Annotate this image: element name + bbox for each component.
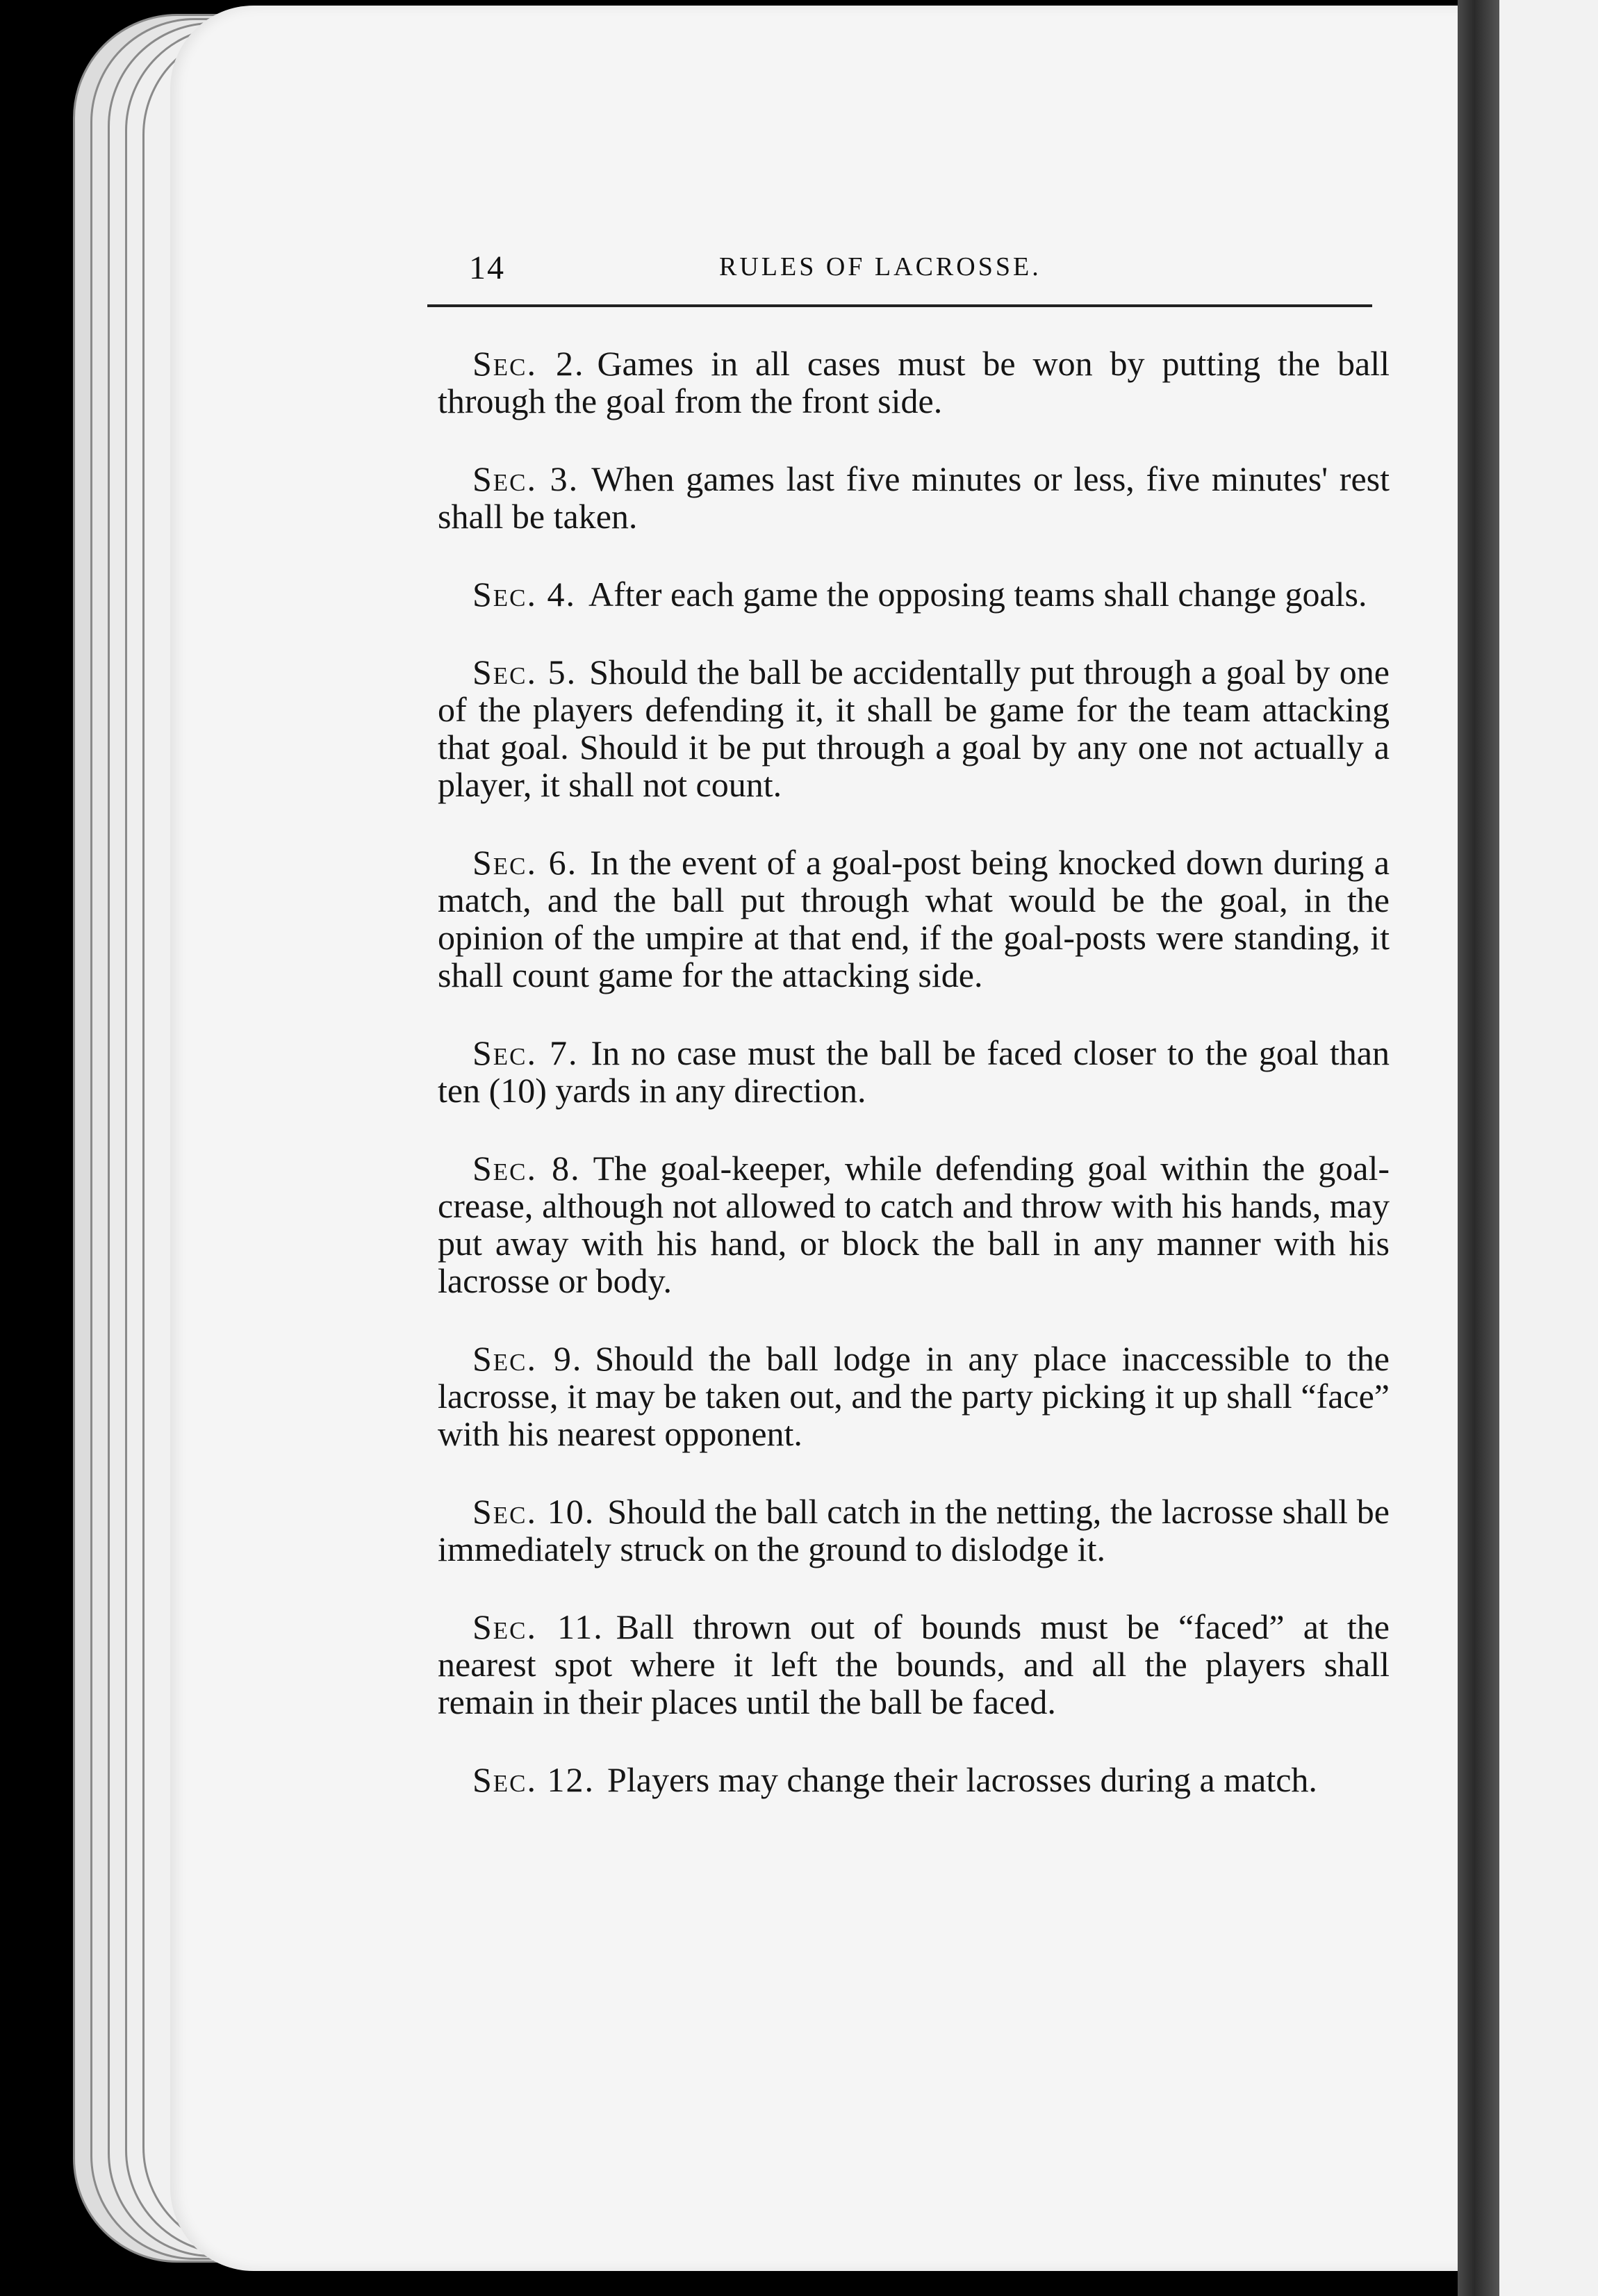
section xyxy=(438,575,1390,613)
section-text: Should the ball be accidentally put through a goal by one of the players defending it, it shall be game for the team attacking that goal. Should it be put through a goal by any one not actually a player, it shall not count. xyxy=(438,653,1390,804)
section-label: Sec. 6. xyxy=(472,843,578,882)
header-rule xyxy=(427,304,1372,307)
section-text: In no case must the ball be faced closer to the goal than ten (10) yards in any direction. xyxy=(438,1033,1390,1110)
section-label: Sec. 5. xyxy=(472,653,577,691)
section xyxy=(438,1493,1390,1568)
facing-page xyxy=(1499,0,1598,2296)
section-text: Games in all cases must be won by putting the ball through the goal from the front side. xyxy=(438,344,1390,420)
section-text: Should the ball lodge in any place inaccessible to the lacrosse, it may be taken out, and the party picking it up shall “face” with his nearest opponent. xyxy=(438,1339,1390,1453)
section-label: Sec. 8. xyxy=(472,1149,581,1188)
section-text: After each game the opposing teams shall change goals. xyxy=(588,575,1367,614)
section xyxy=(438,1608,1390,1721)
section xyxy=(438,653,1390,803)
section xyxy=(438,1034,1390,1109)
section-text: When games last five minutes or less, five minutes' rest shall be taken. xyxy=(438,459,1390,536)
section xyxy=(438,345,1390,420)
section-text: Players may change their lacrosses during a match. xyxy=(607,1760,1317,1799)
running-head: RULES OF LACROSSE. xyxy=(719,252,1041,281)
section xyxy=(438,1340,1390,1452)
section-label: Sec. 10. xyxy=(472,1492,595,1531)
section-text: Should the ball catch in the netting, the lacrosse shall be immediately struck on the ground to dislodge it. xyxy=(438,1492,1390,1568)
section xyxy=(438,1149,1390,1299)
book-gutter xyxy=(1458,0,1499,2296)
section-label: Sec. 7. xyxy=(472,1033,579,1072)
section-label: Sec. 12. xyxy=(472,1760,595,1799)
section-label: Sec. 4. xyxy=(472,575,577,614)
section xyxy=(438,460,1390,535)
section-label: Sec. 9. xyxy=(472,1339,583,1378)
section xyxy=(438,1761,1390,1798)
section-label: Sec. 2. xyxy=(472,344,585,383)
section-text: Ball thrown out of bounds must be “faced” at the nearest spot where it left the bounds, and all the players shall remain in their places until the ball be faced. xyxy=(438,1607,1390,1721)
section-label: Sec. 3. xyxy=(472,459,579,498)
section-text: The goal-keeper, while defending goal within the goal-crease, although not allowed to catch and throw with his hands, may put away with his hand, or block the ball in any manner with his lacrosse or body. xyxy=(438,1149,1390,1300)
section-text: In the event of a goal-post being knocked down during a match, and the ball put through what would be the goal, in the opinion of the umpire at that end, if the goal-posts were standing, it shall count game for the attacking side. xyxy=(438,843,1390,994)
body-text xyxy=(438,345,1390,1839)
section xyxy=(438,844,1390,994)
page-header xyxy=(469,249,1372,297)
section-label: Sec. 11. xyxy=(472,1607,604,1646)
page-number: 14 xyxy=(469,249,505,286)
